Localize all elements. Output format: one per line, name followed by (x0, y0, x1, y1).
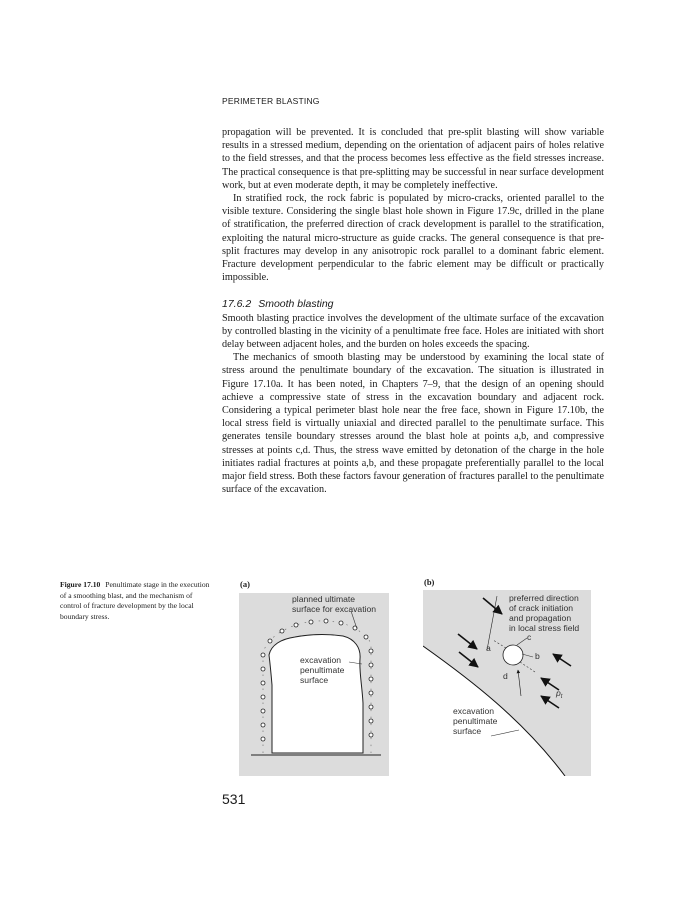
crack-b (520, 662, 535, 672)
label-planned-1: planned ultimate (292, 594, 356, 604)
leader-b (522, 654, 533, 657)
point-b-label: b (535, 651, 540, 661)
label-preferred-4: in local stress field (509, 623, 580, 633)
panel-a-label: (a) (240, 579, 250, 589)
crack-a (493, 640, 506, 648)
point-c-label: c (527, 632, 532, 642)
label-excavation-3: surface (300, 675, 329, 685)
figure-caption (60, 580, 210, 622)
section-heading (222, 298, 604, 311)
section-title: Smooth blasting (258, 298, 334, 311)
leader-line (487, 596, 497, 650)
label-excavation-3: surface (453, 726, 482, 736)
figure-panel-b (423, 590, 591, 776)
paragraph: In stratified rock, the rock fabric is populated by micro-cracks, oriented parallel to the visible texture. Considering the single blast hole shown in Figure 17.9c, drilled in the plane of stratification, the preferred direction of crack development is parallel to the stratification, exploiting the natural micro-structure as guide cracks. The general consequence is that pre-split fractures may develop in any anisotropic rock parallel to a dominant fabric element. Fracture development perpendicular to the fabric element may be difficult or practically impossible. (222, 193, 604, 284)
leader-c (517, 638, 527, 645)
body-text (222, 126, 604, 496)
figure-label: Figure 17.10 (60, 580, 101, 589)
paragraph: The mechanics of smooth blasting may be understood by examining the local state of stress around the penultimate boundary of the excavation. The situation is illustrated in Figure 17.10a. It has been noted, in Chapters 7–9, that the design of an opening should achieve a compressive state of stress in the excavation boundary and adjacent rock. Considering a typical perimeter blast hole near the free face, shown in Figure 17.10b, the local stress field is virtually uniaxial and directed parallel to the penultimate surface. This generates tensile boundary stresses around the blast hole at points a,b, and compressive stresses at points c,d. Thus, the stress wave emitted by detonation of the charge in the hole initiates radial fractures at points a,b, and these propagate preferentially parallel to the local major field stress. Both these factors favour generation of fractures parallel to the penultimate surface of the excavation. (222, 352, 604, 496)
paragraph: propagation will be prevented. It is concluded that pre-split blasting will show variable results in a stressed medium, depending on the orientation of adjacent pairs of holes relative to the field stresses, and that the process becomes less effective as the field stresses increase. The practical consequence is that pre-splitting may be successful in near surface development work, but at even moderate depth, it may be completely ineffective. (222, 127, 604, 191)
label-planned-2: surface for excavation (292, 604, 377, 614)
figure-panel-a (239, 593, 389, 776)
label-excavation-2: penultimate (300, 665, 345, 675)
panel-a-drawing (239, 593, 389, 776)
point-d-label: d (503, 671, 508, 681)
panel-b-label: (b) (424, 577, 435, 587)
label-excavation-2: penultimate (453, 716, 498, 726)
leader-d (518, 670, 521, 696)
figure-caption-text: Penultimate stage in the execution of a smoothing blast, and the mechanism of control of fracture development by the local boundary stress. (60, 580, 210, 621)
point-a-label: a (486, 643, 491, 653)
panel-b-drawing (423, 590, 591, 776)
label-preferred-3: and propagation (509, 613, 572, 623)
stress-pt-label: $p_t$ (556, 688, 563, 700)
excavation-penultimate-outline (269, 635, 363, 753)
section-number: 17.6.2 (222, 298, 252, 311)
page-number: 531 (222, 791, 246, 807)
label-excavation-1: excavation (300, 655, 342, 665)
label-excavation-1: excavation (453, 706, 495, 716)
running-head: PERIMETER BLASTING (222, 96, 320, 106)
label-preferred-2: of crack initiation (509, 603, 574, 613)
label-preferred-1: preferred direction (509, 593, 579, 603)
paragraph: Smooth blasting practice involves the development of the ultimate surface of the excavation by controlled blasting in the vicinity of a penultimate free face. Holes are initiated with short delay between adjacent holes, and the burden on holes exceeds the spacing. (222, 312, 604, 351)
